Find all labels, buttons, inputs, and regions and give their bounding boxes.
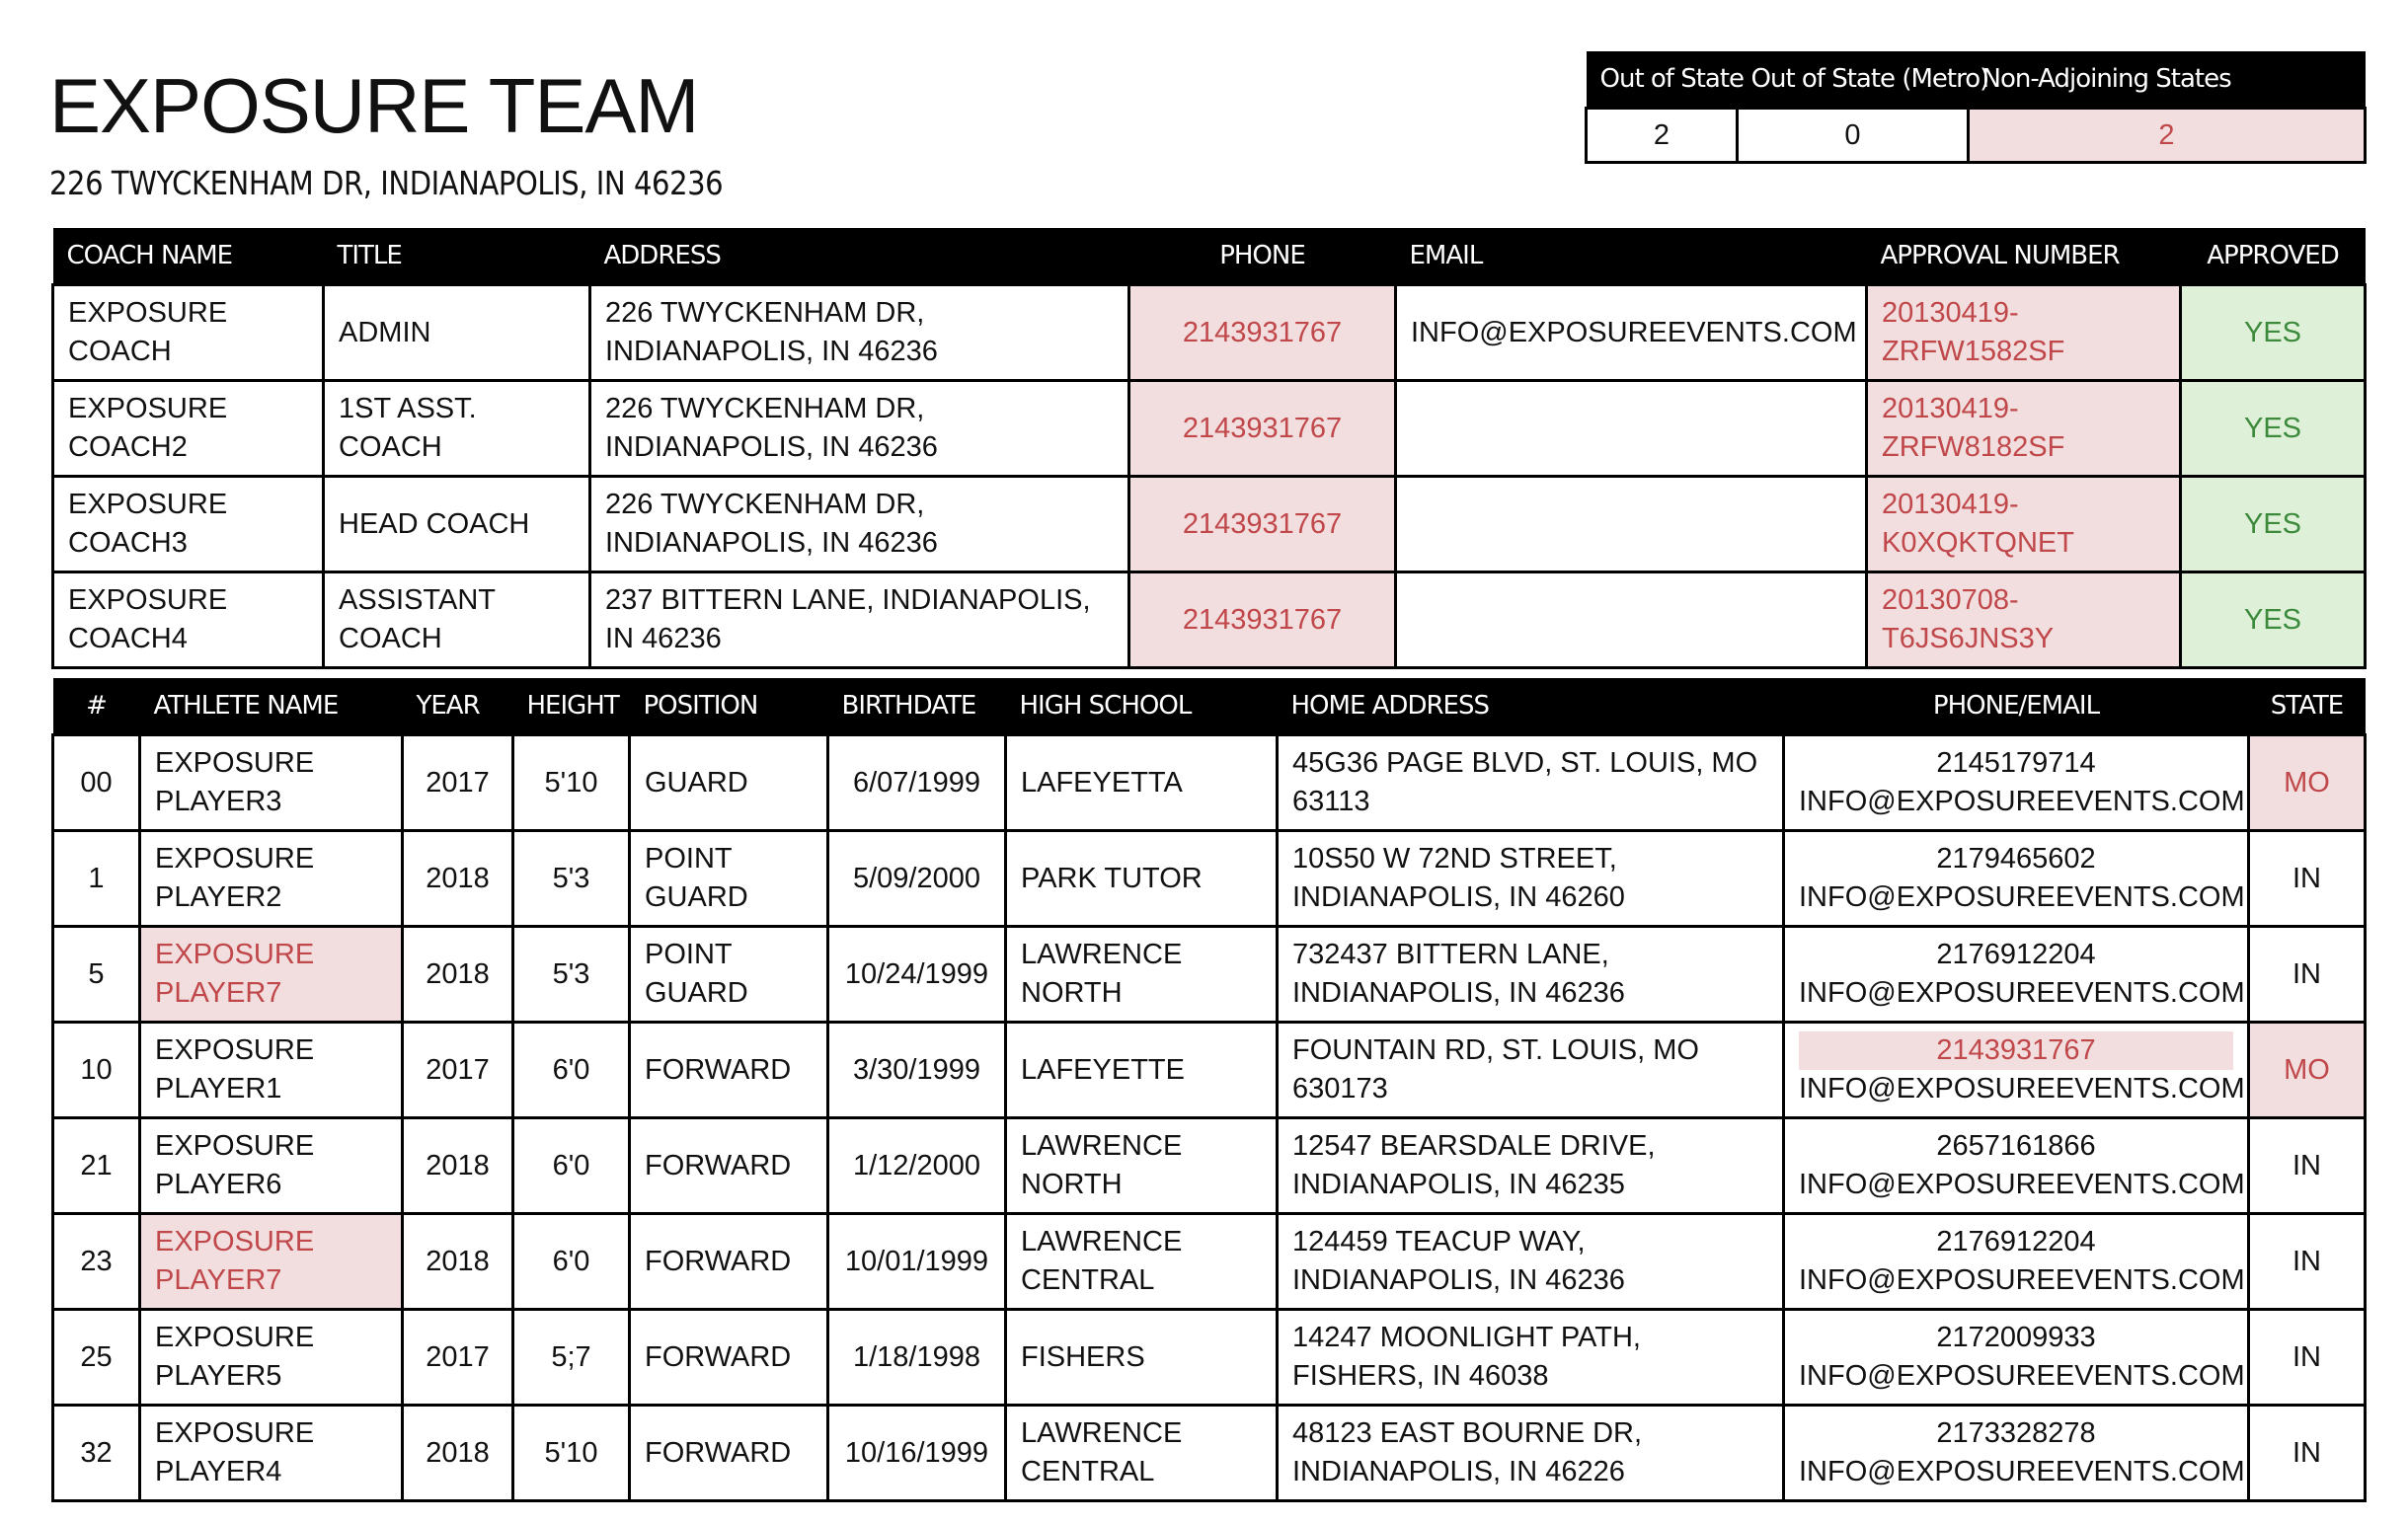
col-approved: APPROVED [2181, 228, 2366, 285]
coach-email [1396, 572, 1867, 668]
coach-email: INFO@EXPOSUREEVENTS.COM [1396, 285, 1867, 381]
athlete-phone: 2179465602 [1936, 843, 2096, 875]
athlete-phone: 2172009933 [1936, 1322, 2096, 1353]
athlete-phone: 2143931767 [1799, 1031, 2233, 1070]
athlete-state: MO [2249, 735, 2366, 831]
athlete-email: INFO@EXPOSUREEVENTS.COM [1799, 1456, 2245, 1487]
athlete-height: 5'3 [513, 831, 630, 927]
team-address: 226 TWYCKENHAM DR, INDIANAPOLIS, IN 46236 [49, 164, 724, 202]
athlete-number: 00 [53, 735, 140, 831]
athlete-state: IN [2249, 927, 2366, 1023]
athlete-phone-email [1784, 1023, 2249, 1118]
athlete-number: 1 [53, 831, 140, 927]
athlete-email: INFO@EXPOSUREEVENTS.COM [1799, 977, 2245, 1009]
col-title: TITLE [324, 228, 590, 285]
coach-approval-number: 20130419-K0XQKTQNET [1867, 477, 2181, 572]
athlete-home-address: 14247 MOONLIGHT PATH, FISHERS, IN 46038 [1278, 1310, 1784, 1406]
coach-phone: 2143931767 [1129, 572, 1396, 668]
athlete-home-address: 124459 TEACUP WAY, INDIANAPOLIS, IN 46236 [1278, 1214, 1784, 1310]
col-state: STATE [2249, 678, 2366, 735]
col-year: YEAR [403, 678, 513, 735]
athlete-phone-email [1784, 1118, 2249, 1214]
athlete-birthdate: 3/30/1999 [828, 1023, 1006, 1118]
athlete-position: FORWARD [630, 1310, 828, 1406]
col-position: POSITION [630, 678, 828, 735]
athlete-name: EXPOSURE PLAYER6 [140, 1118, 403, 1214]
athlete-birthdate: 5/09/2000 [828, 831, 1006, 927]
athletes-table [51, 678, 2367, 1502]
athlete-year: 2017 [403, 1310, 513, 1406]
coaches-table [51, 228, 2367, 669]
athlete-name: EXPOSURE PLAYER7 [140, 927, 403, 1023]
athlete-email: INFO@EXPOSUREEVENTS.COM [1799, 1169, 2245, 1200]
col-athlete-name: ATHLETE NAME [140, 678, 403, 735]
athlete-row [53, 1023, 2366, 1118]
athlete-height: 5'3 [513, 927, 630, 1023]
athlete-row [53, 1310, 2366, 1406]
athlete-row [53, 1214, 2366, 1310]
athlete-birthdate: 10/24/1999 [828, 927, 1006, 1023]
athlete-high-school: PARK TUTOR [1006, 831, 1278, 927]
athlete-position: FORWARD [630, 1118, 828, 1214]
athlete-email: INFO@EXPOSUREEVENTS.COM [1799, 786, 2245, 817]
athlete-phone-email [1784, 1214, 2249, 1310]
athlete-home-address: 45G36 PAGE BLVD, ST. LOUIS, MO 63113 [1278, 735, 1784, 831]
coach-email [1396, 477, 1867, 572]
athlete-height: 5'10 [513, 1406, 630, 1501]
athlete-name: EXPOSURE PLAYER4 [140, 1406, 403, 1501]
coach-phone: 2143931767 [1129, 381, 1396, 477]
athlete-row [53, 1118, 2366, 1214]
athlete-phone: 2657161866 [1936, 1130, 2096, 1162]
athlete-year: 2018 [403, 831, 513, 927]
athlete-state: IN [2249, 1118, 2366, 1214]
athlete-position: FORWARD [630, 1214, 828, 1310]
athlete-height: 6'0 [513, 1023, 630, 1118]
athlete-birthdate: 10/01/1999 [828, 1214, 1006, 1310]
col-number: # [53, 678, 140, 735]
athlete-state: MO [2249, 1023, 2366, 1118]
coach-name: EXPOSURE COACH3 [53, 477, 324, 572]
athlete-home-address: 12547 BEARSDALE DRIVE, INDIANAPOLIS, IN 46235 [1278, 1118, 1784, 1214]
athlete-home-address: 48123 EAST BOURNE DR, INDIANAPOLIS, IN 46226 [1278, 1406, 1784, 1501]
athlete-home-address: 10S50 W 72ND STREET, INDIANAPOLIS, IN 46260 [1278, 831, 1784, 927]
summary-value-out-of-state-metro: 0 [1738, 109, 1969, 163]
athlete-high-school: LAFEYETTE [1006, 1023, 1278, 1118]
athlete-name: EXPOSURE PLAYER2 [140, 831, 403, 927]
athlete-height: 5'10 [513, 735, 630, 831]
athlete-birthdate: 6/07/1999 [828, 735, 1006, 831]
summary-header-out-of-state-metro: Out of State (Metro) [1738, 51, 1969, 109]
coach-title: 1ST ASST. COACH [324, 381, 590, 477]
athlete-year: 2017 [403, 1023, 513, 1118]
athlete-year: 2018 [403, 1118, 513, 1214]
athlete-number: 25 [53, 1310, 140, 1406]
coach-approved: YES [2181, 285, 2366, 381]
athlete-birthdate: 10/16/1999 [828, 1406, 1006, 1501]
athlete-phone-email [1784, 831, 2249, 927]
coach-approved: YES [2181, 572, 2366, 668]
summary-header-out-of-state: Out of State [1587, 51, 1738, 109]
col-approval-number: APPROVAL NUMBER [1867, 228, 2181, 285]
athlete-phone: 2176912204 [1936, 939, 2096, 970]
athlete-year: 2018 [403, 927, 513, 1023]
athlete-number: 5 [53, 927, 140, 1023]
athlete-high-school: FISHERS [1006, 1310, 1278, 1406]
athlete-state: IN [2249, 831, 2366, 927]
athlete-year: 2018 [403, 1214, 513, 1310]
athlete-home-address: FOUNTAIN RD, ST. LOUIS, MO 630173 [1278, 1023, 1784, 1118]
athlete-number: 10 [53, 1023, 140, 1118]
athlete-email: INFO@EXPOSUREEVENTS.COM [1799, 1264, 2245, 1296]
athlete-position: FORWARD [630, 1023, 828, 1118]
athlete-phone-email [1784, 1310, 2249, 1406]
athlete-position: POINT GUARD [630, 831, 828, 927]
athlete-high-school: LAWRENCE CENTRAL [1006, 1214, 1278, 1310]
col-phone-email: PHONE/EMAIL [1784, 678, 2249, 735]
coach-row [53, 572, 2366, 668]
athlete-phone: 2176912204 [1936, 1226, 2096, 1257]
col-home-address: HOME ADDRESS [1278, 678, 1784, 735]
summary-header-non-adjoining: Non-Adjoining States [1969, 51, 2366, 109]
athlete-state: IN [2249, 1406, 2366, 1501]
coach-approval-number: 20130708-T6JS6JNS3Y [1867, 572, 2181, 668]
athlete-phone-email [1784, 735, 2249, 831]
summary-value-non-adjoining: 2 [1969, 109, 2366, 163]
athlete-row [53, 927, 2366, 1023]
athlete-height: 6'0 [513, 1214, 630, 1310]
athlete-email: INFO@EXPOSUREEVENTS.COM [1799, 1073, 2245, 1105]
coach-phone: 2143931767 [1129, 477, 1396, 572]
col-coach-name: COACH NAME [53, 228, 324, 285]
athlete-birthdate: 1/12/2000 [828, 1118, 1006, 1214]
athlete-row [53, 1406, 2366, 1501]
coach-title: ADMIN [324, 285, 590, 381]
coach-row [53, 381, 2366, 477]
col-birthdate: BIRTHDATE [828, 678, 1006, 735]
col-address: ADDRESS [590, 228, 1129, 285]
coach-approved: YES [2181, 381, 2366, 477]
coach-approval-number: 20130419-ZRFW1582SF [1867, 285, 2181, 381]
coach-name: EXPOSURE COACH [53, 285, 324, 381]
coach-email [1396, 381, 1867, 477]
athlete-high-school: LAWRENCE NORTH [1006, 927, 1278, 1023]
athlete-state: IN [2249, 1310, 2366, 1406]
summary-table [1585, 51, 2367, 164]
athlete-high-school: LAFEYETTA [1006, 735, 1278, 831]
athlete-year: 2018 [403, 1406, 513, 1501]
athlete-number: 32 [53, 1406, 140, 1501]
coach-address: 237 BITTERN LANE, INDIANAPOLIS, IN 46236 [590, 572, 1129, 668]
coach-address: 226 TWYCKENHAM DR, INDIANAPOLIS, IN 46236 [590, 477, 1129, 572]
coach-row [53, 285, 2366, 381]
coach-address: 226 TWYCKENHAM DR, INDIANAPOLIS, IN 46236 [590, 285, 1129, 381]
athlete-email: INFO@EXPOSUREEVENTS.COM [1799, 1360, 2245, 1392]
athlete-row [53, 831, 2366, 927]
team-title: EXPOSURE TEAM [49, 62, 699, 149]
athlete-phone: 2145179714 [1936, 747, 2096, 779]
athlete-row [53, 735, 2366, 831]
athlete-year: 2017 [403, 735, 513, 831]
athlete-height: 6'0 [513, 1118, 630, 1214]
athlete-number: 21 [53, 1118, 140, 1214]
col-height: HEIGHT [513, 678, 630, 735]
athlete-position: GUARD [630, 735, 828, 831]
athlete-number: 23 [53, 1214, 140, 1310]
athlete-name: EXPOSURE PLAYER3 [140, 735, 403, 831]
coach-approval-number: 20130419-ZRFW8182SF [1867, 381, 2181, 477]
athlete-state: IN [2249, 1214, 2366, 1310]
athlete-high-school: LAWRENCE CENTRAL [1006, 1406, 1278, 1501]
coach-approved: YES [2181, 477, 2366, 572]
athlete-name: EXPOSURE PLAYER7 [140, 1214, 403, 1310]
athlete-position: FORWARD [630, 1406, 828, 1501]
athlete-phone-email [1784, 1406, 2249, 1501]
athlete-position: POINT GUARD [630, 927, 828, 1023]
coaches-header-row [53, 228, 2366, 285]
coach-title: ASSISTANT COACH [324, 572, 590, 668]
athlete-name: EXPOSURE PLAYER1 [140, 1023, 403, 1118]
coach-title: HEAD COACH [324, 477, 590, 572]
coach-phone: 2143931767 [1129, 285, 1396, 381]
athlete-home-address: 732437 BITTERN LANE, INDIANAPOLIS, IN 46236 [1278, 927, 1784, 1023]
athlete-name: EXPOSURE PLAYER5 [140, 1310, 403, 1406]
coach-name: EXPOSURE COACH4 [53, 572, 324, 668]
coach-row [53, 477, 2366, 572]
col-email: EMAIL [1396, 228, 1867, 285]
athletes-header-row [53, 678, 2366, 735]
athlete-phone: 2173328278 [1936, 1417, 2096, 1449]
col-phone: PHONE [1129, 228, 1396, 285]
athlete-email: INFO@EXPOSUREEVENTS.COM [1799, 881, 2245, 913]
summary-value-out-of-state: 2 [1587, 109, 1738, 163]
athlete-phone-email [1784, 927, 2249, 1023]
athlete-height: 5;7 [513, 1310, 630, 1406]
col-high-school: HIGH SCHOOL [1006, 678, 1278, 735]
coach-address: 226 TWYCKENHAM DR, INDIANAPOLIS, IN 46236 [590, 381, 1129, 477]
athlete-high-school: LAWRENCE NORTH [1006, 1118, 1278, 1214]
coach-name: EXPOSURE COACH2 [53, 381, 324, 477]
athlete-birthdate: 1/18/1998 [828, 1310, 1006, 1406]
